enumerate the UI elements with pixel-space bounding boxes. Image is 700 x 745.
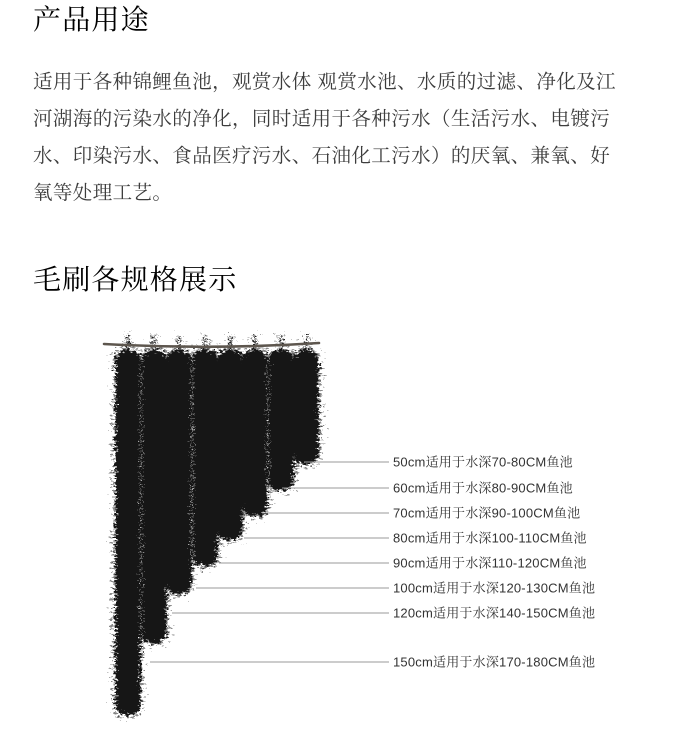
brush-label-80cm: 80cm适用于水深100-110CM鱼池 xyxy=(393,530,587,546)
usage-line: 水、印染污水、食品医疗污水、石油化工污水）的厌氧、兼氧、好 xyxy=(33,145,611,167)
section-title-brush-specs: 毛刷各规格展示 xyxy=(33,264,238,295)
brush-figure-canvas xyxy=(0,330,700,740)
brush-label-120cm: 120cm适用于水深140-150CM鱼池 xyxy=(393,605,596,621)
brush-label-60cm: 60cm适用于水深80-90CM鱼池 xyxy=(393,480,573,496)
brush-label-150cm: 150cm适用于水深170-180CM鱼池 xyxy=(393,654,596,670)
hanging-rod xyxy=(104,343,319,347)
brush-label-100cm: 100cm适用于水深120-130CM鱼池 xyxy=(393,580,596,596)
usage-line: 氧等处理工艺。 xyxy=(33,182,173,204)
section-title-product-usage: 产品用途 xyxy=(33,4,150,35)
usage-line: 河湖海的污染水的净化，同时适用于各种污水（生活污水、电镀污 xyxy=(33,108,611,130)
brush-spec-figure xyxy=(0,330,700,740)
spec-labels xyxy=(393,455,595,670)
usage-line: 适用于各种锦鲤鱼池，观赏水体 观赏水池、水质的过滤、净化及江 xyxy=(33,71,616,93)
usage-paragraph xyxy=(33,64,616,212)
brush-label-70cm: 70cm适用于水深90-100CM鱼池 xyxy=(393,505,581,521)
brush-label-90cm: 90cm适用于水深110-120CM鱼池 xyxy=(393,555,587,571)
brush-label-50cm: 50cm适用于水深70-80CM鱼池 xyxy=(393,454,573,470)
brushes xyxy=(116,336,319,715)
